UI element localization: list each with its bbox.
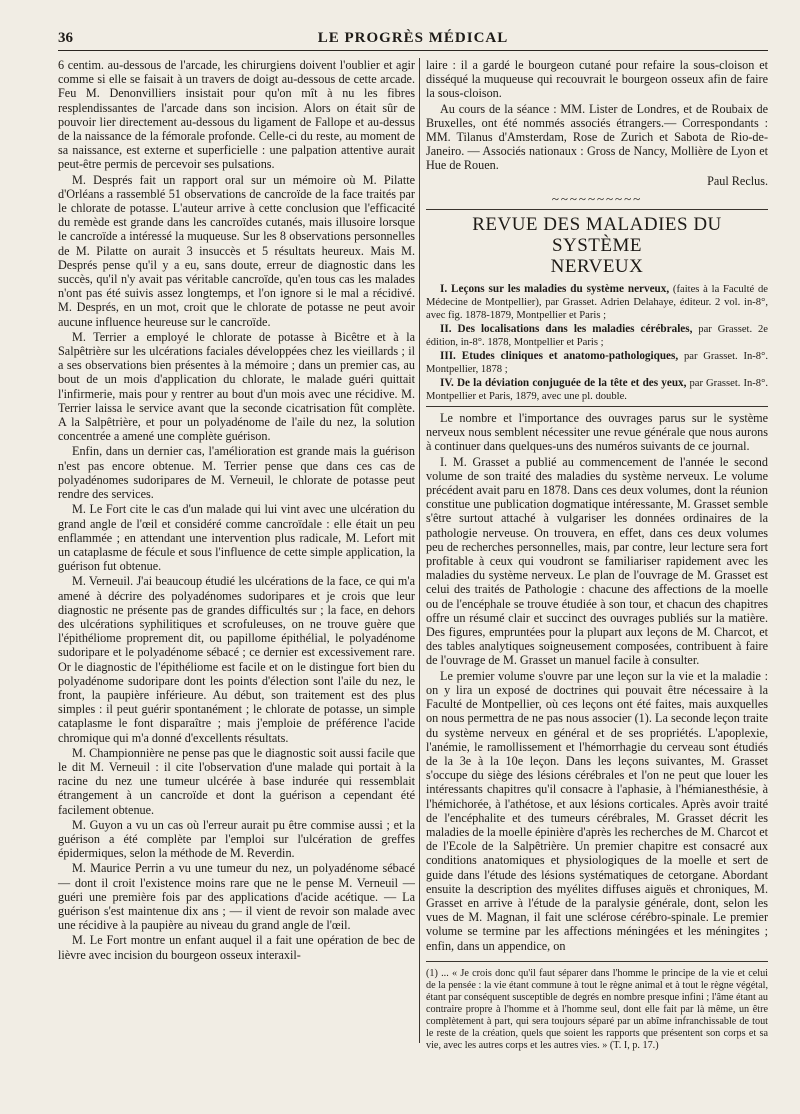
bibliography-title: I. Leçons sur les maladies du système nerveux, (440, 283, 670, 296)
paragraph: M. Terrier a employé le chlorate de potasse à Bicêtre et à la Salpêtrière sur les ulcérations faciales développées chez les vieillards ; il a ses observations bien présentes à la mémoire ; dans un premier cas, au bout de un mois d'application du chlorate, le malade guéri quittait l'infirmerie, mais pour y rentrer au bout d'un mois avec une récidive. M. Terrier laissa le service avant que la seconde cicatrisation fût complète. A la Salpêtrière, et pour un polyadénome de l'aile du nez, la solution concentrée a amené une complète guérison. (58, 329, 415, 444)
bibliography-details: (faites à la Faculté de Médecine de Montpellier), par Grasset. Adrien Delahaye, éditeur. 2 vol. in-8°, avec fig. 1878-1879, Montpellier et Paris ; (426, 284, 768, 322)
paragraph: M. Després fait un rapport oral sur un mémoire où M. Pilatte d'Orléans a rassemblé 51 observations de cancroïde de la face traités par le chlorate de potasse. L'auteur arrive à cette conclusion que l'efficacité du remède est grande dans les cancroïdes cutanés, mais illusoire lorsque le cancroïde a intéressé la muqueuse. Sur les 8 observations personnelles de M. Pilatte on aurait 3 insuccès et 5 résultats heureux. Mais M. Després pense qu'il y a eu, sans doute, erreur de diagnostic dans les succès, qu'il n'y avait pas véritable cancroïde, qu'en tous cas les malades n'ont pas été suivis assez longtemps, et l'on ignore si le mal a récidivé. M. Després, en un mot, croit que le chlorate de potasse ne peut avoir aucune influence heureuse sur le cancroïde. (58, 172, 415, 329)
paragraph: M. Guyon a vu un cas où l'erreur aurait pu être commise aussi ; et la guérison a été complète par l'emploi sur l'ulcération de greffes épidermiques, selon la méthode de M. Reverdin. (58, 817, 415, 861)
section-title-line2: NERVEUX (550, 256, 644, 278)
bibliography-details: par Grasset. In-8°. Montpellier et Paris, 1879, avec une pl. double. (426, 378, 768, 403)
bibliography-title: IV. De la déviation conjuguée de la tête et des yeux, (440, 377, 687, 390)
column-divider (419, 58, 420, 1043)
journal-title: LE PROGRÈS MÉDICAL (317, 30, 509, 46)
paragraph: Au cours de la séance : MM. Lister de Londres, et de Roubaix de Bruxelles, ont été nommés associés étrangers.— Correspondants : MM. Tilanus d'Amsterdam, Rose de Zurich et Sabota de Rio-de-Janeiro. — Associés nationaux : Gross de Nancy, Mollière de Lyon et Hue de Rouen. (426, 101, 768, 173)
section-flourish: ~~~~~~~~~~ (551, 190, 643, 206)
paragraph: I. M. Grasset a publié au commencement de l'année le second volume de son traité des maladies du système nerveux. Le volume précédent avait paru en 1878. Dans ces deux volumes, dont la réunion constitue une publication dogmatique intéressante, M. Grasset semble s'être surtout attaché à vulgariser les données ordinaires de la pathologie nerveuse. On trouvera, en effet, dans ces deux volumes peu de recherches personnelles, mais, par contre, leur lecture sera fort profitable à ceux qui voudront se familiariser rapidement avec les maladies du système nerveux. Le plan de l'ouvrage de M. Grasset est celui des traités de Pathologie : chacune des affections de la moelle ou de l'encéphale se trouve étudiée à son tour, et chacun des chapitres offre un résumé clair et succinct des ouvrages publiés sur la matière. Des figures, empruntées pour la plupart aux leçons de M. Charcot, et des tables analytiques soigneusement composées, contribuent à faire de l'ouvrage de M. Grasset un manuel facile à consulter. (426, 454, 768, 668)
section-rule (426, 209, 768, 210)
bibliography-entry (426, 323, 768, 349)
right-column (426, 58, 768, 1052)
paragraph: M. Verneuil. J'ai beaucoup étudié les ulcérations de la face, ce qui m'a amené à décrire des polyadénomes sudoripares et je crois que leur diagnostic ne présente pas de grandes difficultés sur ; la face, en dehors des ulcérations syphilitiques et scrofuleuses, on ne trouve guère que l'épithéliome proprement dit, ou papillome épithélial, le polyadénome sudoripare et le polyadénome sébacé ; ce dernier est excessivement rare. Or le diagnostic de l'épithéliome est facile et on le distingue fort bien du polyadénome sudoripare dont les points d'élection sont l'aile du nez, le front, la paupière inférieure. Au début, son traitement est des plus simples : il peut guérir spontanément ; le chlorate de potasse, un simple cataplasme le font disparaître ; mais j'emploie de préférence l'acide chromique qui m'a donné d'excellents résultats. (58, 574, 415, 745)
bibliography-title: II. Des localisations dans les maladies cérébrales, (440, 323, 693, 336)
section-title-line1: REVUE DES MALADIES DU SYSTÈME (472, 214, 722, 257)
author-signature: Paul Reclus. (707, 173, 768, 188)
paragraph: M. Le Fort montre un enfant auquel il a fait une opération de bec de lièvre avec incision du bourgeon osseux interaxil- (58, 933, 415, 962)
bibliography-details: par Grasset. 2e édition, in-8°. 1878, Montpellier et Paris ; (426, 324, 768, 349)
bibliography-details: par Grasset. In-8°. Montpellier, 1878 ; (426, 351, 768, 376)
paragraph: Enfin, dans un dernier cas, l'amélioration est grande mais la guérison n'est pas encore obtenue. M. Terrier pense que dans ces cas de polyadénomes sudoripares de M. Verneuil, le chlorate de potasse peut rendre des services. (58, 444, 415, 502)
paragraph: Le nombre et l'importance des ouvrages parus sur le système nerveux nous semblent nécessiter une revue générale que nous aurons à continuer dans quelques-uns des numéros suivants de ce journal. (426, 411, 768, 454)
page-number: 36 (58, 30, 73, 46)
paragraph: Le premier volume s'ouvre par une leçon sur la vie et la maladie : on y lira un exposé de doctrines qui pouvait être nécessaire à la Faculté de Montpellier, où ces leçons ont été faites, mais auxquelles on nous permettra de ne pas nous associer (1). La seconde leçon traite du système nerveux en général et de ses propriétés. L'apoplexie, l'anémie, le ramollissement et l'hémorrhagie du cerveau sont étudiés de la 3e à la 10e leçon. Dans les leçons suivantes, M. Grasset s'occupe du siège des lésions cérébrales et l'on ne peut que louer les intéressants chapitres qu'il consacre à l'aphasie, à l'hémianesthésie, à l'hémichorée, à l'athétose, et aux lésions corticales. Après avoir traité de l'encéphalite et des tumeurs cérébrales, M. Grasset décrit les maladies de la moelle épinière d'après les recherches de M. Charcot et de l'Ecole de la Salpêtrière. Un premier chapitre est consacré aux conditions anatomiques et physiologiques de la moelle et sert de guide dans l'étude des lésions systématiques de cetorgane. Abordant ensuite la description des myélites diffuses aiguës et chroniques, M. Grasset en arrive à l'étude de la paralysie générale, dont, selon les vues de M. Magnan, il fait une sclérose cérébro-spinale. Le premier volume se termine par les affections méningées et les méningites ; enfin, dans un appendice, on (426, 668, 768, 953)
page-header (58, 28, 768, 51)
bibliography-entry (426, 350, 768, 376)
section-title (426, 214, 768, 277)
bibliography-entry (426, 283, 768, 322)
bibliography-title: III. Etudes cliniques et anatomo-pathologiques, (440, 350, 679, 363)
bibliography-entry (426, 377, 768, 403)
paragraph: 6 centim. au-dessous de l'arcade, les chirurgiens doivent l'oublier et agir comme si elle se faisait à un travers de doigt au-dessous de cette arcade. Feu M. Denonvilliers insistait pour qu'on mît à nu les fibres resplendissantes de l'arcade dans son incision. Alors on était sûr de pouvoir lier directement au-dessous du ligament de Fallope et au-dessus de la naissance de la fémorale profonde. Celle-ci du reste, au moment de sa naissance, est externe et superficielle : une palpation attentive aurait peut-être permis de percevoir ses pulsations. (58, 58, 415, 172)
paragraph: M. Maurice Perrin a vu une tumeur du nez, un polyadénome sébacé — dont il croit l'existence moins rare que ne le pense M. Verneuil — guéri une première fois par des applications d'acide acétique. — La guérison s'est maintenue dix ans ; — il vient de revoir son malade avec une récidive à la paupière au niveau du grand angle de l'œil. (58, 861, 415, 933)
paragraph: laire : il a gardé le bourgeon cutané pour refaire la sous-cloison et disséqué la muqueuse qui recouvrait le bourgeon osseux afin de faire la sous-cloison. (426, 58, 768, 101)
footnote: (1) ... « Je crois donc qu'il faut séparer dans l'homme le principe de la vie et celui de la pensée : la vie étant commune à tout le règne animal et à tout le règne végétal, étant par conséquent susceptible de degrés en nombre presque infini ; l'âme étant au contraire propre à l'homme et à l'homme seul, dont elle fait par là même, un être complètement à part, qui sera toujours séparé par un abîme infranchissable de tout le reste de la création, quels que soient les rapports que présentent son corps et sa vie, avec les autres corps et les autres vies. » (T. I, p. 17.) (426, 961, 768, 1052)
section-rule (426, 406, 768, 407)
left-column (58, 58, 415, 963)
paragraph: M. Le Fort cite le cas d'un malade qui lui vint avec une ulcération du grand angle de l'œil et considéré comme cancroïdale : elle était un peu enflammée ; en attendant une intervention plus radicale, M. Lefort mit un cataplasme de fécule et sous l'influence de cette simple application, la guérison fut obtenue. (58, 502, 415, 574)
paragraph: M. Championnière ne pense pas que le diagnostic soit aussi facile que le dit M. Verneuil : il cite l'observation d'une malade qui portait à la racine du nez une tumeur ulcérée à base indurée qui ressemblait étrangement à un cancroïde et dont la guérison a cependant été facilement obtenue. (58, 745, 415, 817)
